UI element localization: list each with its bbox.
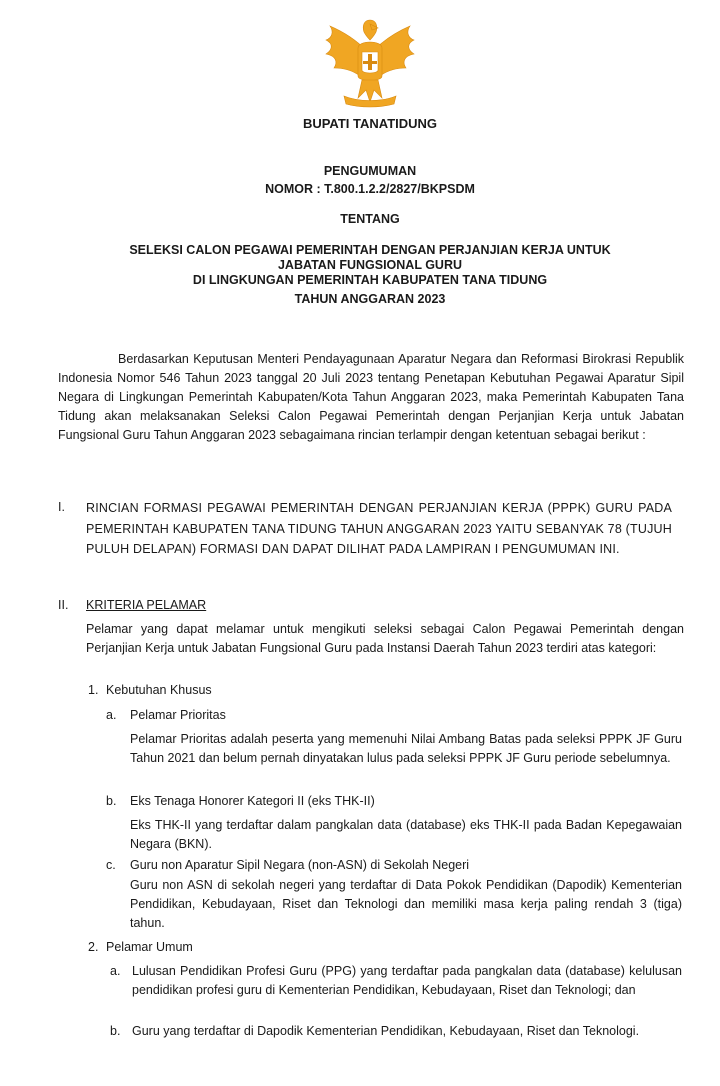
about-label: TENTANG bbox=[340, 212, 400, 226]
section-2-intro: Pelamar yang dapat melamar untuk mengikuti seleksi sebagai Calon Pegawai Pemerintah dengan Perjanjian Kerja untuk Jabatan Fungsional Guru pada Instansi Daerah Tahun 2023 terdiri atas kategori: bbox=[86, 622, 684, 655]
cat-1b-text: Eks THK-II yang terdaftar dalam pangkalan data (database) eks THK-II pada Badan Kepegawaian Negara (BKN). bbox=[130, 818, 682, 851]
cat-1-number: 1. bbox=[88, 683, 99, 697]
cat-2-number: 2. bbox=[88, 940, 99, 954]
cat-1c-text: Guru non ASN di sekolah negeri yang terdaftar di Data Pokok Pendidikan (Dapodik) Kementerian Pendidikan, Kebudayaan, Riset dan Teknologi dan memiliki masa kerja paling rendah 3 (tiga) tahun. bbox=[130, 878, 682, 930]
section-1-text: RINCIAN FORMASI PEGAWAI PEMERINTAH DENGAN PERJANJIAN KERJA (PPPK) GURU PADA PEMERINTAH KABUPATEN TANA TIDUNG TAHUN ANGGARAN 2023 YAITU SEBANYAK 78 (TUJUH PULUH DELAPAN) FORMASI DAN DAPAT DILIHAT PADA LAMPIRAN I PENGUMUMAN INI. bbox=[86, 501, 672, 556]
subject-line-3: DI LINGKUNGAN PEMERINTAH KABUPATEN TANA TIDUNG bbox=[192, 273, 548, 287]
subject-line-1: SELEKSI CALON PEGAWAI PEMERINTAH DENGAN PERJANJIAN KERJA UNTUK bbox=[129, 243, 611, 257]
cat-1b-label: Eks Tenaga Honorer Kategori II (eks THK-II) bbox=[130, 794, 375, 808]
cat-2a-letter: a. bbox=[110, 964, 121, 978]
cat-2b-text: Guru yang terdaftar di Dapodik Kementerian Pendidikan, Kebudayaan, Riset dan Teknologi. bbox=[132, 1024, 640, 1038]
section-1-numeral: I. bbox=[58, 500, 65, 514]
intro-paragraph: Berdasarkan Keputusan Menteri Pendayagunaan Aparatur Negara dan Reformasi Birokrasi Republik Indonesia Nomor 546 Tahun 2023 tanggal 20 Juli 2023 tentang Penetapan Kebutuhan Pegawai Aparatur Sipil Negara di Lingkungan Pemerintah Kabupaten/Kota Tahun Anggaran 2023, maka Pemerintah Kabupaten Tana Tidung akan melaksanakan Seleksi Calon Pegawai Pemerintah dengan Perjanjian Kerja untuk Jabatan Fungsional Guru Tahun Anggaran 2023 sebagaimana rincian terlampir dengan ketentuan sebagai berikut : bbox=[58, 352, 684, 442]
cat-1a-letter: a. bbox=[106, 708, 117, 722]
cat-1b-letter: b. bbox=[106, 794, 117, 808]
cat-1c-label: Guru non Aparatur Sipil Negara (non-ASN) di Sekolah Negeri bbox=[130, 858, 470, 872]
cat-1c-letter: c. bbox=[106, 858, 116, 872]
subject-line-4: TAHUN ANGGARAN 2023 bbox=[294, 292, 446, 306]
section-2-numeral: II. bbox=[58, 598, 69, 612]
cat-1a-label: Pelamar Prioritas bbox=[130, 708, 226, 722]
official-title: BUPATI TANATIDUNG bbox=[302, 116, 438, 131]
cat-1a-text: Pelamar Prioritas adalah peserta yang memenuhi Nilai Ambang Batas pada seleksi PPPK JF Guru Tahun 2021 dan belum pernah dinyatakan lulus pada seleksi PPPK JF Guru periode sebelumnya. bbox=[130, 732, 682, 765]
subject-line-2: JABATAN FUNGSIONAL GURU bbox=[277, 258, 463, 272]
cat-2b-letter: b. bbox=[110, 1024, 121, 1038]
doc-number: NOMOR : T.800.1.2.2/2827/BKPSDM bbox=[265, 182, 475, 196]
cat-2a-text: Lulusan Pendidikan Profesi Guru (PPG) yang terdaftar pada pangkalan data (database) kelulusan pendidikan profesi guru di Kementerian Pendidikan, Kebudayaan, Riset dan Teknologi; dan bbox=[132, 964, 682, 997]
doc-type: PENGUMUMAN bbox=[323, 164, 417, 178]
cat-1-label: Kebutuhan Khusus bbox=[106, 683, 212, 697]
cat-2-label: Pelamar Umum bbox=[106, 940, 193, 954]
section-2-title: KRITERIA PELAMAR bbox=[86, 598, 207, 612]
garuda-emblem-icon bbox=[318, 10, 422, 110]
